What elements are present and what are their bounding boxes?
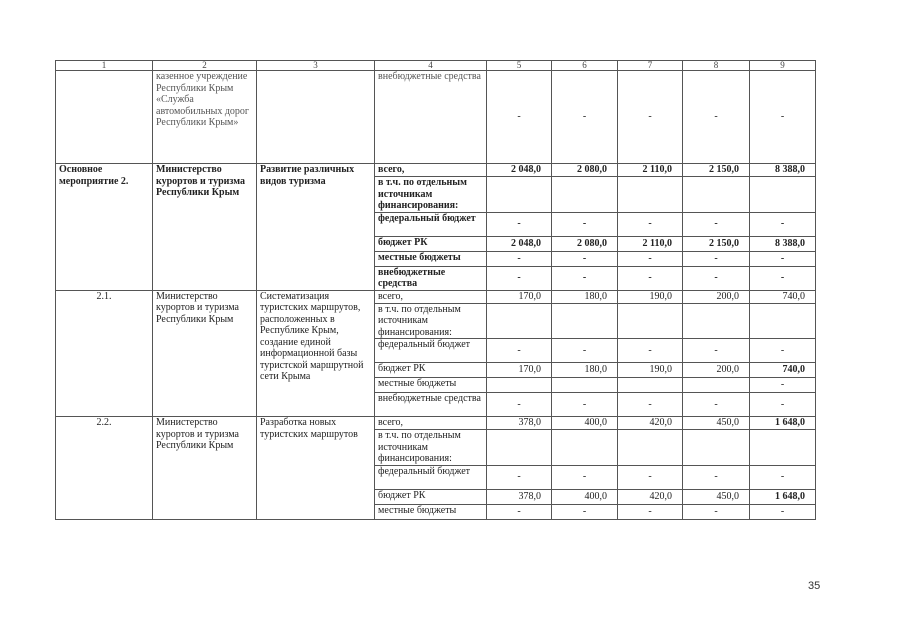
value-cell: 2 048,0 (487, 164, 552, 177)
source-cell: местные бюджеты (375, 378, 487, 393)
value-cell: - (750, 266, 816, 290)
executor-cell: Министерство курортов и туризма Республики Крым (153, 417, 257, 520)
source-cell: в т.ч. по отдельным источникам финансирования: (375, 303, 487, 339)
column-number: 3 (257, 61, 375, 71)
table-row (56, 71, 816, 164)
value-cell: - (487, 465, 552, 489)
value-cell: - (683, 393, 750, 417)
value-cell: 170,0 (487, 290, 552, 303)
value-cell: 2 150,0 (683, 236, 750, 251)
value-cell: - (750, 465, 816, 489)
column-number: 9 (750, 61, 816, 71)
value-cell: 2 110,0 (618, 236, 683, 251)
value-cell: 8 388,0 (750, 164, 816, 177)
source-cell: всего, (375, 417, 487, 430)
code-cell: Основное мероприятие 2. (56, 164, 153, 291)
value-cell (683, 177, 750, 213)
value-cell (683, 430, 750, 466)
value-cell: - (552, 465, 618, 489)
value-cell: 2 048,0 (487, 236, 552, 251)
value-cell: 180,0 (552, 290, 618, 303)
activity-name-cell: Систематизация туристских маршрутов, расположенных в Республике Крым, создание единой информационной базы туристской маршрутной сети Крыма (257, 290, 375, 417)
executor-cell: Министерство курортов и туризма Республики Крым (153, 164, 257, 291)
value-cell (552, 430, 618, 466)
value-cell: - (618, 393, 683, 417)
value-cell: 740,0 (750, 363, 816, 378)
source-cell: в т.ч. по отдельным источникам финансирования: (375, 177, 487, 213)
source-cell: бюджет РК (375, 489, 487, 504)
source-cell: местные бюджеты (375, 504, 487, 519)
value-cell: 2 110,0 (618, 164, 683, 177)
source-cell: внебюджетные средства (375, 71, 487, 164)
value-cell: 8 388,0 (750, 236, 816, 251)
column-number: 2 (153, 61, 257, 71)
value-cell: - (552, 251, 618, 266)
value-cell (487, 378, 552, 393)
value-cell: 378,0 (487, 417, 552, 430)
value-cell (487, 177, 552, 213)
table-row (56, 164, 816, 177)
column-number: 5 (487, 61, 552, 71)
source-cell: внебюджетные средства (375, 266, 487, 290)
value-cell (683, 303, 750, 339)
column-number: 4 (375, 61, 487, 71)
value-cell: 190,0 (618, 290, 683, 303)
value-cell: 1 648,0 (750, 489, 816, 504)
value-cell: - (750, 71, 816, 164)
column-number-row (56, 61, 816, 71)
value-cell: - (552, 504, 618, 519)
value-cell (487, 430, 552, 466)
activity-name-cell (257, 71, 375, 164)
value-cell: - (683, 71, 750, 164)
value-cell (552, 177, 618, 213)
value-cell: - (618, 339, 683, 363)
value-cell: - (487, 251, 552, 266)
source-cell: федеральный бюджет (375, 339, 487, 363)
value-cell: 2 080,0 (552, 236, 618, 251)
value-cell (750, 177, 816, 213)
value-cell: 200,0 (683, 363, 750, 378)
source-cell: федеральный бюджет (375, 465, 487, 489)
activity-name-cell: Развитие различных видов туризма (257, 164, 375, 291)
value-cell: - (552, 212, 618, 236)
value-cell: 200,0 (683, 290, 750, 303)
value-cell: - (552, 393, 618, 417)
page-number: 35 (808, 580, 821, 592)
value-cell: - (487, 339, 552, 363)
value-cell: 450,0 (683, 417, 750, 430)
value-cell: - (618, 266, 683, 290)
value-cell: - (487, 266, 552, 290)
value-cell: - (683, 266, 750, 290)
source-cell: бюджет РК (375, 236, 487, 251)
value-cell: - (683, 212, 750, 236)
value-cell: - (487, 504, 552, 519)
value-cell: - (750, 393, 816, 417)
source-cell: федеральный бюджет (375, 212, 487, 236)
value-cell: - (750, 339, 816, 363)
value-cell: - (552, 266, 618, 290)
value-cell: 740,0 (750, 290, 816, 303)
source-cell: внебюджетные средства (375, 393, 487, 417)
value-cell: - (552, 71, 618, 164)
source-cell: всего, (375, 290, 487, 303)
value-cell: 170,0 (487, 363, 552, 378)
value-cell: - (750, 504, 816, 519)
value-cell: - (683, 504, 750, 519)
source-cell: всего, (375, 164, 487, 177)
activity-name-cell: Разработка новых туристских маршрутов (257, 417, 375, 520)
executor-cell: казенное учреждение Республики Крым «Служба автомобильных дорог Республики Крым» (153, 71, 257, 164)
code-cell: 2.2. (56, 417, 153, 520)
value-cell: - (683, 339, 750, 363)
value-cell (750, 430, 816, 466)
value-cell (618, 303, 683, 339)
code-cell (56, 71, 153, 164)
value-cell: 420,0 (618, 417, 683, 430)
value-cell: 450,0 (683, 489, 750, 504)
table-row (56, 417, 816, 430)
value-cell: 400,0 (552, 489, 618, 504)
value-cell: 400,0 (552, 417, 618, 430)
value-cell: - (683, 251, 750, 266)
value-cell (618, 177, 683, 213)
executor-cell: Министерство курортов и туризма Республики Крым (153, 290, 257, 417)
column-number: 7 (618, 61, 683, 71)
value-cell: - (487, 71, 552, 164)
column-number: 6 (552, 61, 618, 71)
value-cell: - (750, 378, 816, 393)
value-cell: 378,0 (487, 489, 552, 504)
value-cell: - (618, 212, 683, 236)
value-cell: - (552, 339, 618, 363)
value-cell: - (750, 251, 816, 266)
value-cell: - (618, 71, 683, 164)
value-cell (552, 303, 618, 339)
column-number: 1 (56, 61, 153, 71)
value-cell (618, 430, 683, 466)
value-cell: 1 648,0 (750, 417, 816, 430)
source-cell: бюджет РК (375, 363, 487, 378)
value-cell: 2 080,0 (552, 164, 618, 177)
value-cell: 180,0 (552, 363, 618, 378)
table-row (56, 290, 816, 303)
value-cell (618, 378, 683, 393)
column-number: 8 (683, 61, 750, 71)
code-cell: 2.1. (56, 290, 153, 417)
value-cell: - (683, 465, 750, 489)
value-cell: - (618, 504, 683, 519)
source-cell: местные бюджеты (375, 251, 487, 266)
value-cell: 2 150,0 (683, 164, 750, 177)
value-cell (487, 303, 552, 339)
value-cell (552, 378, 618, 393)
value-cell: 420,0 (618, 489, 683, 504)
value-cell: 190,0 (618, 363, 683, 378)
value-cell: - (750, 212, 816, 236)
value-cell (683, 378, 750, 393)
value-cell: - (618, 251, 683, 266)
source-cell: в т.ч. по отдельным источникам финансирования: (375, 430, 487, 466)
value-cell: - (487, 393, 552, 417)
value-cell: - (618, 465, 683, 489)
value-cell (750, 303, 816, 339)
value-cell: - (487, 212, 552, 236)
financing-table (55, 60, 816, 520)
